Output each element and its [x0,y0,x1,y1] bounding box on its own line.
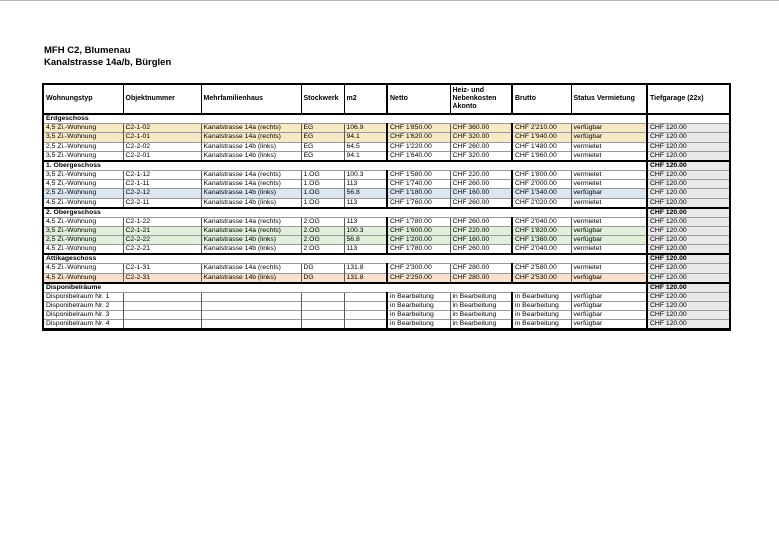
cell-objektnummer: C2-1-31 [123,264,201,273]
cell-brutto: CHF 2'210.00 [512,124,571,133]
cell-mehrfamilienhaus: Kanalstrasse 14a (rechts) [201,124,301,133]
cell-m2: 94.1 [344,151,387,161]
cell-brutto: CHF 2'000.00 [512,180,571,189]
cell-tiefgarage: CHF 120.00 [647,292,730,301]
section-row [43,283,730,293]
section-label: Erdgeschoss [43,114,647,124]
cell-objektnummer: C2-2-31 [123,273,201,283]
table-row [43,142,730,151]
cell-mehrfamilienhaus [201,292,301,301]
cell-mehrfamilienhaus [201,311,301,320]
cell-stockwerk: DG [301,273,344,283]
cell-heiz: CHF 160.00 [450,236,512,245]
cell-status: vermietet [571,245,647,255]
cell-netto: CHF 1'180.00 [387,189,450,198]
cell-m2 [344,301,387,310]
cell-tiefgarage: CHF 120.00 [647,254,730,264]
cell-m2: 56.8 [344,189,387,198]
table-row [43,124,730,133]
cell-brutto: in Bearbeitung [512,301,571,310]
cell-netto: CHF 1'620.00 [387,133,450,142]
cell-tiefgarage: CHF 120.00 [647,170,730,179]
cell-stockwerk: 1.OG [301,198,344,208]
cell-m2: 100.3 [344,226,387,235]
cell-wohnungstyp: 4,5 Zi.-Wohnung [43,124,123,133]
cell-m2: 64.5 [344,142,387,151]
cell-status: vermietet [571,264,647,273]
cell-m2: 113 [344,198,387,208]
cell-tiefgarage: CHF 120.00 [647,133,730,142]
cell-brutto: CHF 2'580.00 [512,264,571,273]
cell-brutto: CHF 1'820.00 [512,226,571,235]
title-building: MFH C2, Blumenau [44,45,131,56]
cell-tiefgarage: CHF 120.00 [647,198,730,208]
cell-heiz: in Bearbeitung [450,301,512,310]
table-row [43,226,730,235]
cell-mehrfamilienhaus: Kanalstrasse 14b (links) [201,142,301,151]
cell-stockwerk: EG [301,151,344,161]
cell-stockwerk [301,292,344,301]
cell-wohnungstyp: 4,5 Zi.-Wohnung [43,198,123,208]
table-row [43,292,730,301]
cell-status: vermietet [571,142,647,151]
cell-tiefgarage: CHF 120.00 [647,264,730,273]
table-row [43,236,730,245]
cell-stockwerk: EG [301,124,344,133]
section-label: Attikageschoss [43,254,647,264]
table-row [43,133,730,142]
cell-tiefgarage: CHF 120.00 [647,301,730,310]
apartments-table [42,83,731,331]
column-header-m2: m2 [344,84,387,114]
cell-netto: in Bearbeitung [387,311,450,320]
cell-m2: 94.1 [344,133,387,142]
cell-stockwerk: 2.OG [301,217,344,226]
cell-stockwerk: 1.OG [301,189,344,198]
cell-netto: in Bearbeitung [387,320,450,330]
cell-netto: CHF 1'220.00 [387,142,450,151]
cell-wohnungstyp: Disponibelraum Nr. 4 [43,320,123,330]
cell-objektnummer: C2-2-02 [123,142,201,151]
cell-objektnummer: C2-2-11 [123,198,201,208]
cell-mehrfamilienhaus: Kanalstrasse 14b (links) [201,189,301,198]
cell-tiefgarage: CHF 120.00 [647,189,730,198]
cell-stockwerk [301,311,344,320]
cell-heiz: CHF 260.00 [450,180,512,189]
cell-tiefgarage: CHF 120.00 [647,236,730,245]
cell-brutto: in Bearbeitung [512,292,571,301]
cell-wohnungstyp: Disponibelraum Nr. 3 [43,311,123,320]
cell-brutto: in Bearbeitung [512,320,571,330]
cell-stockwerk: 1.OG [301,180,344,189]
cell-wohnungstyp: 4,5 Zi.-Wohnung [43,217,123,226]
column-header-wohnungstyp: Wohnungstyp [43,84,123,114]
cell-tiefgarage: CHF 120.00 [647,180,730,189]
cell-brutto: CHF 1'360.00 [512,236,571,245]
cell-heiz: CHF 260.00 [450,245,512,255]
cell-heiz: CHF 280.00 [450,264,512,273]
cell-tiefgarage: CHF 120.00 [647,273,730,283]
cell-m2: 100.3 [344,170,387,179]
table-row [43,198,730,208]
page-title [44,45,171,68]
cell-objektnummer: C2-2-12 [123,189,201,198]
cell-wohnungstyp: 4,5 Zi.-Wohnung [43,273,123,283]
cell-wohnungstyp: 4,5 Zi.-Wohnung [43,180,123,189]
cell-brutto: CHF 1'940.00 [512,133,571,142]
cell-objektnummer: C2-2-22 [123,236,201,245]
cell-wohnungstyp: Disponibelraum Nr. 2 [43,301,123,310]
table-row [43,273,730,283]
cell-status: vermietet [571,217,647,226]
table-row [43,264,730,273]
column-header-stockwerk: Stockwerk [301,84,344,114]
cell-netto: CHF 1'200.00 [387,236,450,245]
cell-tiefgarage: CHF 120.00 [647,151,730,161]
cell-tiefgarage: CHF 120.00 [647,283,730,293]
table-row [43,151,730,161]
table-header-row [43,84,730,114]
cell-stockwerk: 2.OG [301,226,344,235]
cell-heiz: CHF 220.00 [450,226,512,235]
cell-stockwerk [301,301,344,310]
cell-objektnummer: C2-1-21 [123,226,201,235]
cell-status: vermietet [571,198,647,208]
cell-netto: CHF 1'780.00 [387,217,450,226]
cell-m2: 113 [344,217,387,226]
cell-status: verfügbar [571,311,647,320]
cell-brutto: CHF 2'020.00 [512,198,571,208]
cell-tiefgarage: CHF 120.00 [647,226,730,235]
cell-netto: in Bearbeitung [387,301,450,310]
column-header-brutto: Brutto [512,84,571,114]
cell-netto: in Bearbeitung [387,292,450,301]
cell-heiz: CHF 360.00 [450,124,512,133]
cell-netto: CHF 1'740.00 [387,180,450,189]
cell-mehrfamilienhaus: Kanalstrasse 14a (rechts) [201,180,301,189]
cell-m2: 106.9 [344,124,387,133]
cell-mehrfamilienhaus: Kanalstrasse 14b (links) [201,273,301,283]
column-header-tiefgarage: Tiefgarage (22x) [647,84,730,114]
table-row [43,301,730,310]
cell-m2: 131.8 [344,273,387,283]
cell-heiz: CHF 160.00 [450,189,512,198]
cell-heiz: CHF 320.00 [450,133,512,142]
cell-wohnungstyp: 4,5 Zi.-Wohnung [43,245,123,255]
section-label: 1. Obergeschoss [43,161,647,171]
cell-wohnungstyp: 3,5 Zi.-Wohnung [43,151,123,161]
cell-mehrfamilienhaus: Kanalstrasse 14b (links) [201,198,301,208]
section-label: 2. Obergeschoss [43,208,647,218]
table-row [43,311,730,320]
cell-netto: CHF 1'760.00 [387,198,450,208]
cell-netto: CHF 1'780.00 [387,245,450,255]
column-header-status: Status Vermietung [571,84,647,114]
column-header-netto: Netto [387,84,450,114]
cell-tiefgarage: CHF 120.00 [647,217,730,226]
cell-netto: CHF 1'850.00 [387,124,450,133]
cell-m2: 56.8 [344,236,387,245]
cell-wohnungstyp: 3,5 Zi.-Wohnung [43,226,123,235]
cell-mehrfamilienhaus: Kanalstrasse 14a (rechts) [201,170,301,179]
cell-m2: 113 [344,245,387,255]
section-row [43,161,730,171]
cell-stockwerk: EG [301,142,344,151]
cell-status: verfügbar [571,189,647,198]
cell-netto: CHF 1'600.00 [387,226,450,235]
cell-stockwerk: 1.OG [301,170,344,179]
cell-tiefgarage: CHF 120.00 [647,245,730,255]
cell-wohnungstyp: Disponibelraum Nr. 1 [43,292,123,301]
cell-mehrfamilienhaus: Kanalstrasse 14a (rechts) [201,226,301,235]
table-row [43,217,730,226]
cell-objektnummer [123,320,201,330]
cell-wohnungstyp: 3,5 Zi.-Wohnung [43,133,123,142]
cell-heiz: CHF 280.00 [450,273,512,283]
cell-status: verfügbar [571,292,647,301]
title-address: Kanalstrasse 14a/b, Bürglen [44,56,172,68]
table-row [43,320,730,330]
cell-m2: 113 [344,180,387,189]
cell-tiefgarage: CHF 120.00 [647,124,730,133]
cell-m2: 131.8 [344,264,387,273]
cell-stockwerk: EG [301,133,344,142]
cell-mehrfamilienhaus: Kanalstrasse 14b (links) [201,236,301,245]
cell-tiefgarage: CHF 120.00 [647,311,730,320]
cell-m2 [344,311,387,320]
cell-tiefgarage [647,114,730,124]
cell-mehrfamilienhaus: Kanalstrasse 14a (rechts) [201,264,301,273]
section-row [43,208,730,218]
cell-wohnungstyp: 3,5 Zi.-Wohnung [43,170,123,179]
cell-brutto: CHF 2'040.00 [512,245,571,255]
cell-objektnummer [123,301,201,310]
cell-mehrfamilienhaus: Kanalstrasse 14a (rechts) [201,133,301,142]
cell-brutto: CHF 1'340.00 [512,189,571,198]
cell-heiz: CHF 260.00 [450,217,512,226]
cell-heiz: CHF 260.00 [450,198,512,208]
cell-objektnummer: C2-1-11 [123,180,201,189]
cell-netto: CHF 2'250.00 [387,273,450,283]
column-header-heiz: Heiz- und Nebenkosten Akonto [450,84,512,114]
cell-objektnummer: C2-2-21 [123,245,201,255]
cell-netto: CHF 1'580.00 [387,170,450,179]
cell-heiz: CHF 320.00 [450,151,512,161]
cell-objektnummer: C2-1-01 [123,133,201,142]
cell-netto: CHF 2'300.00 [387,264,450,273]
cell-tiefgarage: CHF 120.00 [647,320,730,330]
cell-mehrfamilienhaus [201,301,301,310]
section-label: Disponibelräume [43,283,647,293]
cell-brutto: CHF 1'800.00 [512,170,571,179]
table-row [43,189,730,198]
cell-objektnummer: C2-1-12 [123,170,201,179]
cell-mehrfamilienhaus: Kanalstrasse 14b (links) [201,151,301,161]
cell-tiefgarage: CHF 120.00 [647,208,730,218]
cell-brutto: CHF 1'480.00 [512,142,571,151]
cell-brutto: in Bearbeitung [512,311,571,320]
cell-wohnungstyp: 2,5 Zi.-Wohnung [43,236,123,245]
cell-status: vermietet [571,180,647,189]
cell-objektnummer: C2-1-02 [123,124,201,133]
cell-netto: CHF 1'640.00 [387,151,450,161]
cell-wohnungstyp: 2,5 Zi.-Wohnung [43,189,123,198]
cell-brutto: CHF 2'040.00 [512,217,571,226]
cell-brutto: CHF 1'960.00 [512,151,571,161]
cell-m2 [344,320,387,330]
cell-tiefgarage: CHF 120.00 [647,142,730,151]
cell-stockwerk [301,320,344,330]
cell-stockwerk: 2.OG [301,245,344,255]
cell-status: verfügbar [571,301,647,310]
cell-objektnummer [123,311,201,320]
table-row [43,245,730,255]
column-header-mehrfamilienhaus: Mehrfamilienhaus [201,84,301,114]
cell-status: vermietet [571,170,647,179]
section-row [43,114,730,124]
cell-wohnungstyp: 2,5 Zi.-Wohnung [43,142,123,151]
table-row [43,170,730,179]
cell-wohnungstyp: 4,5 Zi.-Wohnung [43,264,123,273]
cell-objektnummer [123,292,201,301]
cell-status: vermietet [571,151,647,161]
cell-objektnummer: C2-1-22 [123,217,201,226]
cell-brutto: CHF 2'530.00 [512,273,571,283]
cell-status: verfügbar [571,124,647,133]
cell-heiz: in Bearbeitung [450,311,512,320]
cell-heiz: in Bearbeitung [450,320,512,330]
cell-heiz: CHF 260.00 [450,142,512,151]
cell-stockwerk: 2.OG [301,236,344,245]
cell-mehrfamilienhaus: Kanalstrasse 14a (rechts) [201,217,301,226]
cell-status: verfügbar [571,320,647,330]
cell-status: verfügbar [571,133,647,142]
cell-status: verfügbar [571,226,647,235]
cell-mehrfamilienhaus: Kanalstrasse 14b (links) [201,245,301,255]
cell-objektnummer: C2-2-01 [123,151,201,161]
cell-status: verfügbar [571,273,647,283]
section-row [43,254,730,264]
cell-tiefgarage: CHF 120.00 [647,161,730,171]
cell-heiz: CHF 220.00 [450,170,512,179]
cell-stockwerk: DG [301,264,344,273]
cell-heiz: in Bearbeitung [450,292,512,301]
column-header-objektnummer: Objektnummer [123,84,201,114]
cell-status: verfügbar [571,236,647,245]
cell-m2 [344,292,387,301]
table-row [43,180,730,189]
cell-mehrfamilienhaus [201,320,301,330]
